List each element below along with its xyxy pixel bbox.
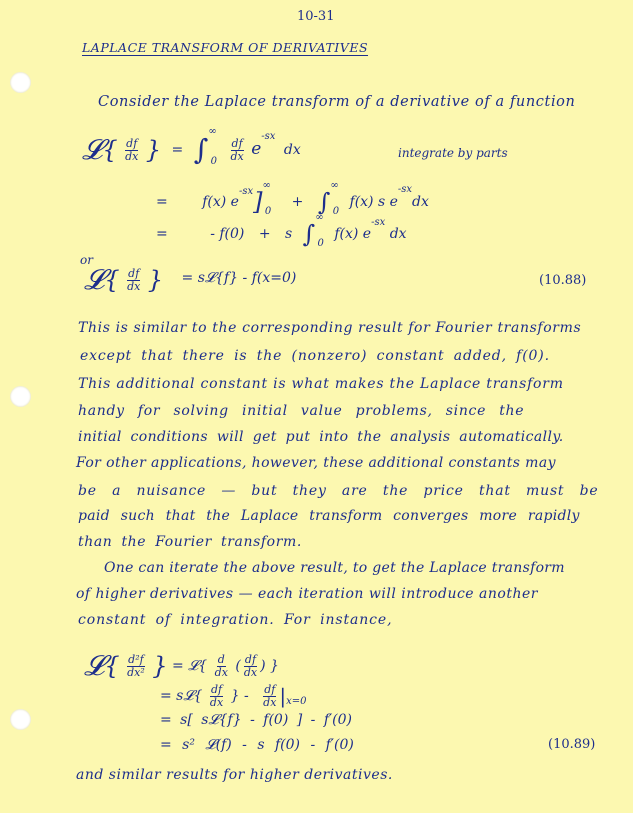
equation-8: = s² 𝓛(f) - s f(0) - f′(0) xyxy=(160,737,354,753)
paragraph-2-line: One can iterate the above result, to get the Laplace transform xyxy=(104,560,565,576)
equation-5: 𝓛{ $\frac{\text{d²f}}{\text{dx²}}$ } = 𝓛{ $\frac{d}{dx}$ ( $\frac{df}{dx}$ ) } xyxy=(84,649,279,682)
binder-hole xyxy=(10,72,31,93)
paragraph-2-line: of higher derivatives — each iteration will introduce another xyxy=(76,586,538,602)
binder-hole xyxy=(10,709,31,730)
paragraph-1-line: except that there is the (nonzero) constant added, f(0). xyxy=(80,348,550,364)
paragraph-2-line: constant of integration. For instance, xyxy=(78,612,393,628)
or-label: or xyxy=(80,253,93,267)
paragraph-1-line: initial conditions will get put into the analysis automatically. xyxy=(78,429,564,445)
equation-4: 𝓛{ $\frac{df}{dx}$ } = s𝓛{f} - f(x=0) xyxy=(84,263,297,296)
equation-label-10-89: (10.89) xyxy=(548,737,596,752)
paragraph-1-line: than the Fourier transform. xyxy=(78,534,302,550)
equation-3: = - f(0) + s $\int^\infty_0$ f(x) $e^{-sx}$ dx xyxy=(156,212,407,249)
equation-1: 𝓛{ $\frac{df}{dx}$ } = $\int^\infty_0$ $\frac{df}{dx}$ $e^{-sx}$ dx xyxy=(82,126,301,167)
paragraph-1-line: For other applications, however, these additional constants may xyxy=(76,455,556,471)
paragraph-1-line: This additional constant is what makes the Laplace transform xyxy=(78,376,564,392)
page-number: 10-31 xyxy=(297,9,335,24)
equation-6: = s𝓛{ $\frac{df}{dx}$ } - $\frac{df}{dx}$ $|_{x=0}$ xyxy=(160,683,307,709)
integrate-by-parts-note: integrate by parts xyxy=(398,146,508,160)
paragraph-1-line: handy for solving initial value problems, since the xyxy=(78,403,525,419)
paragraph-1-line: This is similar to the corresponding result for Fourier transforms xyxy=(78,320,582,336)
closing-line: and similar results for higher derivatives. xyxy=(76,767,393,783)
intro-line: Consider the Laplace transform of a derivative of a function xyxy=(98,94,576,110)
paragraph-1-line: be a nuisance — but they are the price that must be xyxy=(78,483,599,499)
section-title: LAPLACE TRANSFORM OF DERIVATIVES xyxy=(82,40,369,55)
paragraph-1-line: paid such that the Laplace transform converges more rapidly xyxy=(78,508,580,524)
equation-2: = f(x) $e^{-sx}]^\infty_0 + \int^\infty_0$ f(x) s $e^{-sx}dx$ xyxy=(156,180,429,217)
equation-7: = s[ s𝓛{f} - f(0) ] - f′(0) xyxy=(160,712,353,728)
binder-hole xyxy=(10,386,31,407)
equation-label-10-88: (10.88) xyxy=(539,273,587,288)
